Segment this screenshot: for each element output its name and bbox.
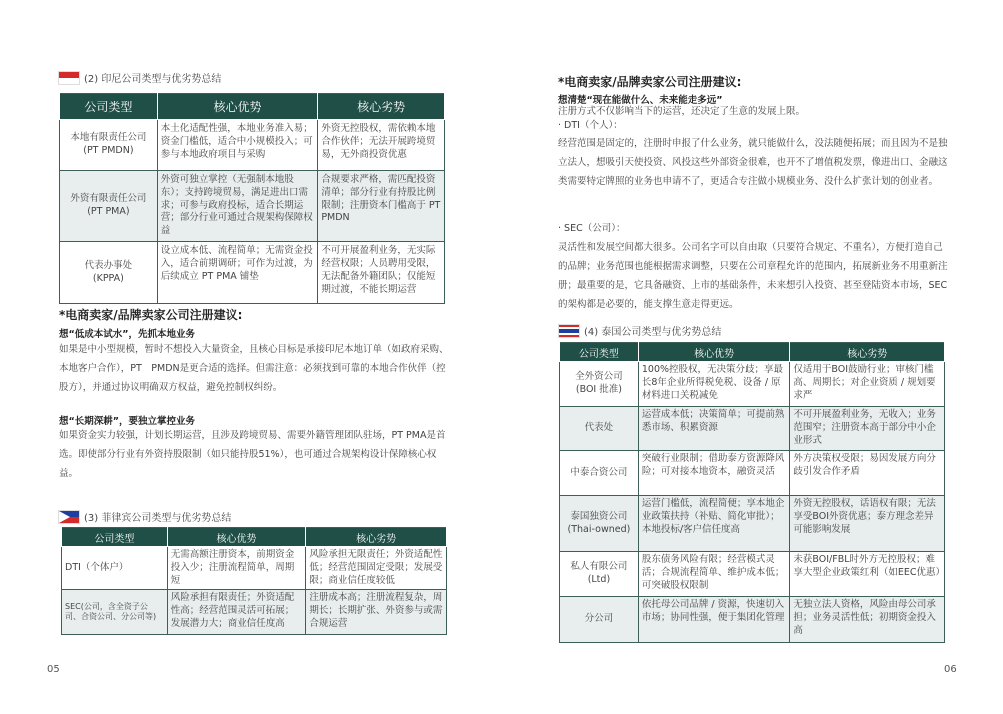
philippines-table — [61, 527, 447, 635]
pros-cell: 股东债务风险有限；经营模式灵活；合规流程简单、维护成本低；可突破股权限制 — [638, 552, 790, 597]
column-header: 核心劣势 — [790, 343, 945, 362]
table-row — [560, 597, 945, 643]
type-name: 分公司 — [584, 613, 614, 625]
type-sub: (BOI 批准) — [575, 384, 622, 395]
company-type-cell: SEC(公司，含全资子公司、合资公司、分公司等) — [62, 590, 168, 635]
indonesia-section-title — [58, 70, 221, 85]
advice-heading: *电商卖家/品牌卖家公司注册建议: — [59, 308, 243, 322]
dti-label: · DTI（个人）： — [558, 120, 623, 131]
type-sub: (Thai-owned) — [567, 523, 631, 535]
pros-cell: 本土化适配性强，本地业务准入易；资金门槛低，适合中小规模投入；可参与本地政府项目与采购 — [157, 120, 318, 171]
advice-subheading-low-cost: 想“低成本试水”，先抓本地业务 — [59, 329, 195, 340]
pros-cell: 设立成本低、流程简单；无需资金投入，适合前期调研；可作为过渡，为后续成立 PT PMA 铺垫 — [157, 242, 318, 304]
type-name: 代表处 — [584, 422, 614, 434]
cons-cell: 未获BOI/FBL时外方无控股权；难享大型企业政策红利（如EEC优惠） — [790, 552, 945, 597]
cons-cell: 外资无控股权，话语权有限；无法享受BOI外资优惠；泰方理念差异可能影响发展 — [790, 496, 945, 552]
pros-cell: 突破行业限制；借助泰方资源降风险；可对接本地资本，融资灵活 — [638, 451, 790, 496]
column-header: 核心优势 — [167, 528, 306, 547]
advice-subheading-long-term: 想“长期深耕”，要独立掌控业务 — [59, 416, 195, 427]
advice-intro-line: 注册方式不仅影响当下的运营，还决定了生意的发展上限。 — [558, 106, 806, 117]
philippines-flag-icon — [58, 510, 80, 524]
type-sub: (PT PMA) — [87, 206, 130, 218]
column-header: 核心劣势 — [306, 528, 447, 547]
company-type-cell — [60, 171, 158, 242]
cons-cell: 注册成本高；注册流程复杂，周期长；长期扩张、外资参与或需合规运营 — [306, 590, 447, 635]
cons-cell: 风险承担无限责任；外资适配性低；经营范围固定受限；发展受限；商业信任度较低 — [306, 547, 447, 590]
cons-cell: 无独立法人资格，风险由母公司承担；业务灵活性低；初期资金投入高 — [790, 597, 945, 643]
column-header: 核心优势 — [157, 94, 318, 120]
indonesia-flag-icon — [58, 71, 80, 85]
cons-cell: 合规要求严格，需匹配投资清单；部分行业有持股比例限制；注册资本门槛高于 PT PMDN — [318, 171, 445, 242]
table-row — [60, 171, 445, 242]
type-name: 泰国独资公司 — [570, 510, 628, 522]
table-row — [560, 407, 945, 451]
cons-cell: 不可开展盈利业务，无收入；业务范围窄；注册资本高于部分中小企业形式 — [790, 407, 945, 451]
cons-cell: 仅适用于BOI鼓励行业；审核门槛高、周期长；对企业资质 / 规划要求严 — [790, 362, 945, 407]
table-row — [560, 496, 945, 552]
pros-cell: 依托母公司品牌 / 资源，快速切入市场；协同性强，便于集团化管理 — [638, 597, 790, 643]
column-header: 核心优势 — [638, 343, 790, 362]
company-type-cell — [60, 242, 158, 304]
thailand-section-title — [558, 323, 721, 338]
column-header: 公司类型 — [560, 343, 639, 362]
pros-cell: 运营成本低；决策简单；可提前熟悉市场、积累资源 — [638, 407, 790, 451]
table-row — [60, 120, 445, 171]
company-type-cell — [560, 552, 639, 597]
thailand-title-text: (4) 泰国公司类型与优劣势总结 — [584, 327, 722, 338]
philippines-section-title — [58, 509, 231, 524]
advice-paragraph-low-cost: 如果是中小型规模，暂时不想投入大量资金，且核心目标是承接印尼本地订单（如政府采购、本地客户合作），PT PMDN是更合适的选择。但需注意：必须找到可靠的本地合作伙伴（控股方），并通过协议明确双方权益，避免控制权纠纷。 — [59, 344, 449, 393]
sec-label: · SEC（公司）： — [558, 223, 626, 234]
dti-paragraph: 经营范围是固定的，注册时申报了什么业务，就只能做什么，没法随便拓展；而且因为不是独立法人，想吸引天使投资、风投这些外部资金很难，也开不了增值税发票，像进出口、金融这类需要特定牌照的业务也申请不了，更适合专注做小规模业务、没什么扩张计划的创业者。 — [558, 138, 948, 187]
company-type-cell: DTI（个体户） — [62, 547, 168, 590]
table-row — [60, 242, 445, 304]
company-type-cell — [560, 496, 639, 552]
cons-cell: 不可开展盈利业务，无实际经营权限；人员聘用受限，无法配备外籍团队；仅能短期过渡，不能长期运营 — [318, 242, 445, 304]
type-sub: (Ltd) — [587, 574, 611, 585]
pros-cell: 无需高额注册资本，前期资金投入少；注册流程简单，周期短 — [167, 547, 306, 590]
type-name: 全外资公司 — [575, 371, 623, 383]
philippines-title-text: (3) 菲律宾公司类型与优劣势总结 — [84, 513, 232, 524]
page-number: 05 — [47, 664, 60, 675]
company-type-cell — [560, 451, 639, 496]
table-row — [560, 362, 945, 407]
column-header: 核心劣势 — [318, 94, 445, 120]
table-header-row — [60, 94, 445, 120]
advice-subheading: 想清楚“现在能做什么、未来能走多远” — [558, 95, 723, 106]
table-row — [62, 547, 447, 590]
company-type-cell — [560, 362, 639, 407]
type-name: 代表办事处 — [84, 259, 133, 271]
cons-cell: 外资无控股权，需依赖本地合作伙伴；无法开展跨境贸易，无外商投资优惠 — [318, 120, 445, 171]
company-type-cell — [60, 120, 158, 171]
indonesia-table — [59, 93, 445, 304]
page-left — [0, 0, 501, 714]
pros-cell: 运营门槛低，流程简便；享本地企业政策扶持（补贴、简化审批）；本地投标/客户信任度高 — [638, 496, 790, 552]
thailand-flag-icon — [558, 324, 580, 338]
column-header: 公司类型 — [60, 94, 158, 120]
thailand-table — [559, 342, 945, 643]
table-row — [560, 451, 945, 496]
type-name: 中泰合资公司 — [570, 466, 628, 478]
pros-cell: 100%控股权，无决策分歧；享最长8年企业所得税免税、设备 / 原材料进口关税减免 — [638, 362, 790, 407]
type-name: 本地有限责任公司 — [70, 132, 147, 144]
table-row — [560, 552, 945, 597]
pros-cell: 外资可独立掌控（无强制本地股东）；支持跨境贸易，满足进出口需求；可参与政府投标，适合长期运营；部分行业可通过合规架构保障权益 — [157, 171, 318, 242]
table-header-row — [62, 528, 447, 547]
column-header: 公司类型 — [62, 528, 168, 547]
company-type-cell — [560, 407, 639, 451]
page-number: 06 — [944, 664, 957, 675]
type-sub: (KPPA) — [92, 272, 124, 284]
page-right — [501, 0, 1003, 714]
type-sub: (PT PMDN) — [83, 145, 134, 156]
cons-cell: 外方决策权受限；易因发展方向分歧引发合作矛盾 — [790, 451, 945, 496]
company-type-cell — [560, 597, 639, 643]
advice-paragraph-long-term: 如果资金实力较强，计划长期运营，且涉及跨境贸易、需要外籍管理团队驻场，PT PMA是首选。即使部分行业有外资持股限制（如只能持股51%），也可通过合规架构设计保障核心权益。 — [59, 430, 446, 479]
type-name: 外资有限责任公司 — [70, 193, 147, 205]
type-name: 私人有限公司 — [570, 561, 628, 573]
indonesia-title-text: (2) 印尼公司类型与优劣势总结 — [84, 74, 222, 85]
table-row — [62, 590, 447, 635]
pros-cell: 风险承担有限责任；外资适配性高；经营范围灵活可拓展；发展潜力大；商业信任度高 — [167, 590, 306, 635]
table-header-row — [560, 343, 945, 362]
sec-paragraph: 灵活性和发展空间都大很多。公司名字可以自由取（只要符合规定、不重名），方便打造自己的品牌；业务范围也能根据需求调整，只要在公司章程允许的范围内，拓展新业务不用重新注册；最重要的是，它具备融资、上市的基础条件，未来想引入投资、甚至登陆资本市场，SEC 的架构都是必要的，能支撑生意走得更远。 — [558, 242, 948, 310]
advice-heading: *电商卖家/品牌卖家公司注册建议: — [558, 75, 742, 89]
